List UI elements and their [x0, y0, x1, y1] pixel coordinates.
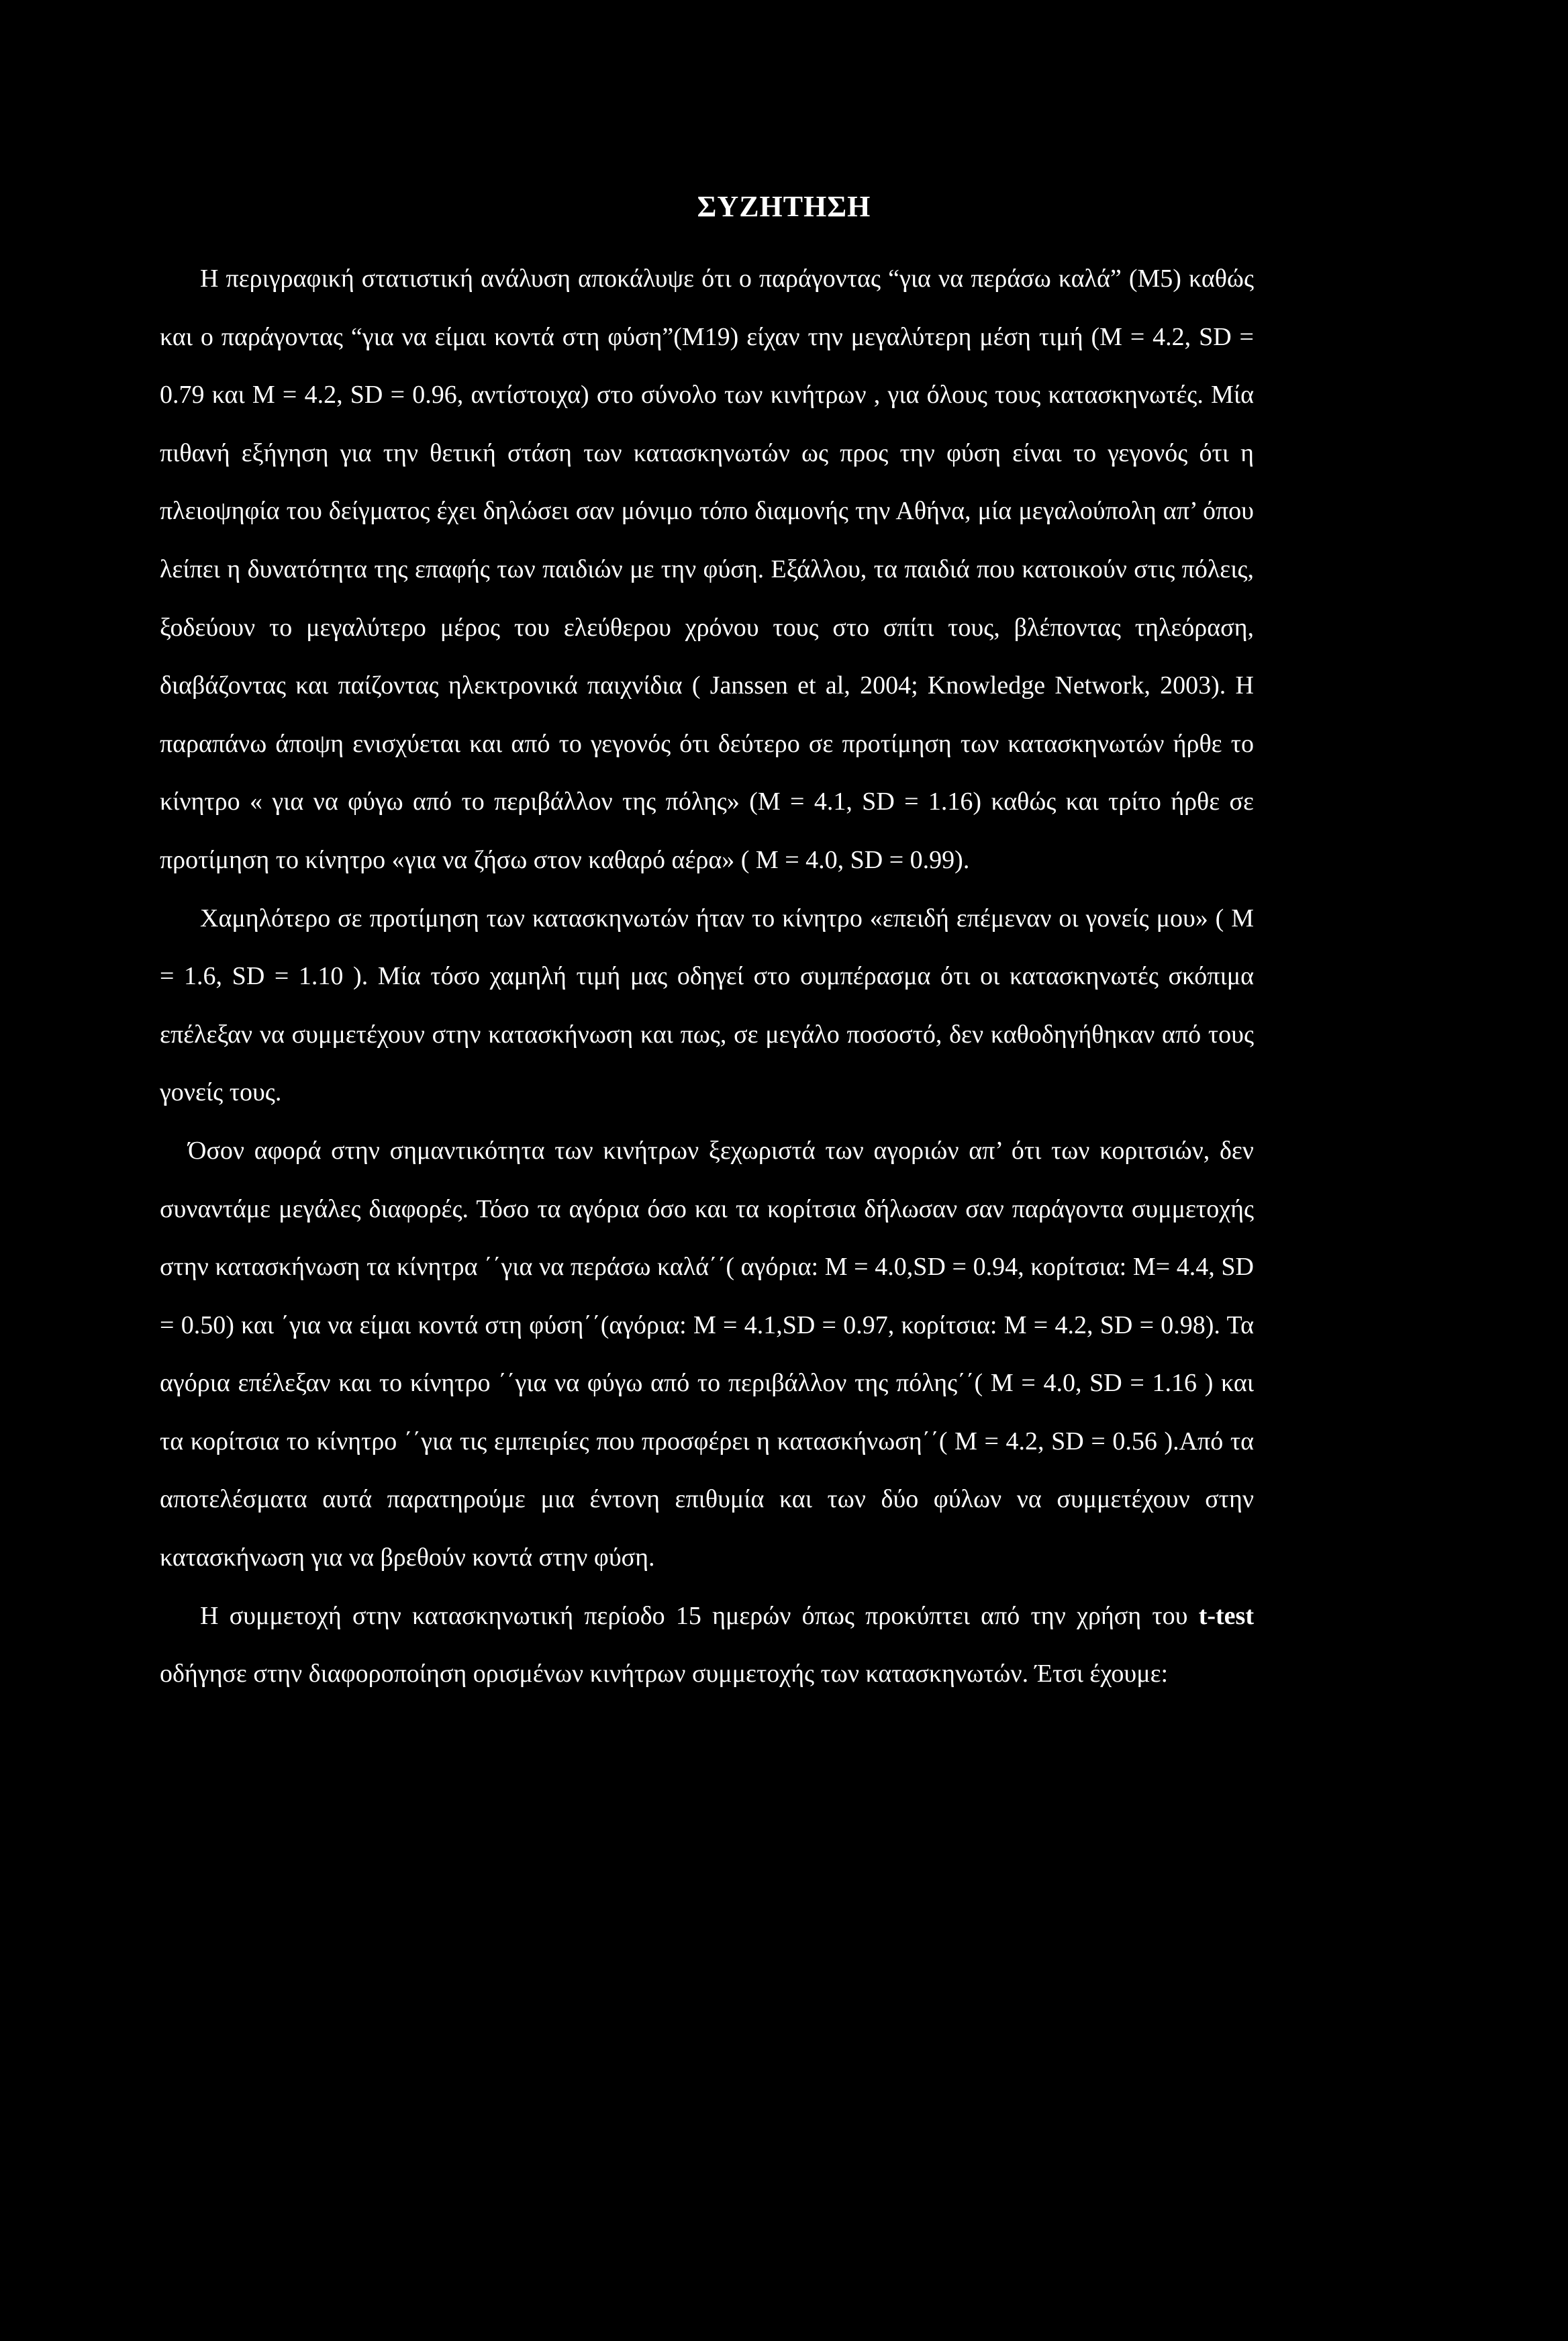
- paragraph-4-after: οδήγησε στην διαφοροποίηση ορισμένων κινήτρων συμμετοχής των κατασκηνωτών. Έτσι έχουμε:: [160, 1660, 1169, 1688]
- paragraph-4-before: Η συμμετοχή στην κατασκηνωτική περίοδο 15 ημερών όπως προκύπτει από την χρήση του: [200, 1601, 1199, 1630]
- paragraph-3: Όσον αφορά στην σημαντικότητα των κινήτρων ξεχωριστά των αγοριών απ’ ότι των κοριτσιών, δεν συναντάμε μεγάλες διαφορές. Τόσο τα αγόρια όσο και τα κορίτσια δήλωσαν σαν παράγοντα συμμετοχής στην κατασκήνωση τα κίνητρα ΄΄για να περάσω καλά΄΄( αγόρια: Μ = 4.0,SD = 0.94, κορίτσια: Μ= 4.4, SD = 0.50) και ΄για να είμαι κοντά στη φύση΄΄(αγόρια: Μ = 4.1,SD = 0.97, κορίτσια: Μ = 4.2, SD = 0.98). Τα αγόρια επέλεξαν και το κίνητρο ΄΄για να φύγω από το περιβάλλον της πόλης΄΄( Μ = 4.0, SD = 1.16 ) και τα κορίτσια το κίνητρο ΄΄για τις εμπειρίες που προσφέρει η κατασκήνωση΄΄( Μ = 4.2, SD = 0.56 ).Από τα αποτελέσματα αυτά παρατηρούμε μια έντονη επιθυμία και των δύο φύλων να συμμετέχουν στην κατασκήνωση για να βρεθούν κοντά στην φύση.: [160, 1136, 1254, 1572]
- section-title: ΣΥΖΗΤΗΣΗ: [697, 190, 871, 223]
- paragraph-1: Η περιγραφική στατιστική ανάλυση αποκάλυψε ότι ο παράγοντας “για να περάσω καλά” (Μ5) καθώς και ο παράγοντας “για να είμαι κοντά στη φύση”(Μ19) είχαν την μεγαλύτερη μέση τιμή (Μ = 4.2, SD = 0.79 και Μ = 4.2, SD = 0.96, αντίστοιχα) στο σύνολο των κινήτρων , για όλους τους κατασκηνωτές. Μία πιθανή εξήγηση για την θετική στάση των κατασκηνωτών ως προς την φύση είναι το γεγονός ότι η πλειοψηφία του δείγματος έχει δηλώσει σαν μόνιμο τόπο διαμονής την Αθήνα, μία μεγαλούπολη απ’ όπου λείπει η δυνατότητα της επαφής των παιδιών με την φύση. Εξάλλου, τα παιδιά που κατοικούν στις πόλεις, ξοδεύουν το μεγαλύτερο μέρος του ελεύθερου χρόνου τους στο σπίτι τους, βλέποντας τηλεόραση, διαβάζοντας και παίζοντας ηλεκτρονικά παιχνίδια ( Janssen et al, 2004; Knowledge Network, 2003). Η παραπάνω άποψη ενισχύεται και από το γεγονός ότι δεύτερο σε προτίμηση των κατασκηνωτών ήρθε το κίνητρο « για να φύγω από το περιβάλλον της πόλης» (Μ = 4.1, SD = 1.16) καθώς και τρίτο ήρθε σε προτίμηση το κίνητρο «για να ζήσω στον καθαρό αέρα» ( Μ = 4.0, SD = 0.99).: [160, 265, 1254, 874]
- paragraph-4: [160, 1587, 1254, 1703]
- body-text: [160, 250, 1254, 1703]
- t-test-term: t-test: [1198, 1601, 1254, 1630]
- paragraph-2: Χαμηλότερο σε προτίμηση των κατασκηνωτών ήταν το κίνητρο «επειδή επέμεναν οι γονείς μου» ( Μ = 1.6, SD = 1.10 ). Μία τόσο χαμηλή τιμή μας οδηγεί στο συμπέρασμα ότι οι κατασκηνωτές σκόπιμα επέλεξαν να συμμετέχουν στην κατασκήνωση και πως, σε μεγάλο ποσοστό, δεν καθοδηγήθηκαν από τους γονείς τους.: [160, 904, 1254, 1107]
